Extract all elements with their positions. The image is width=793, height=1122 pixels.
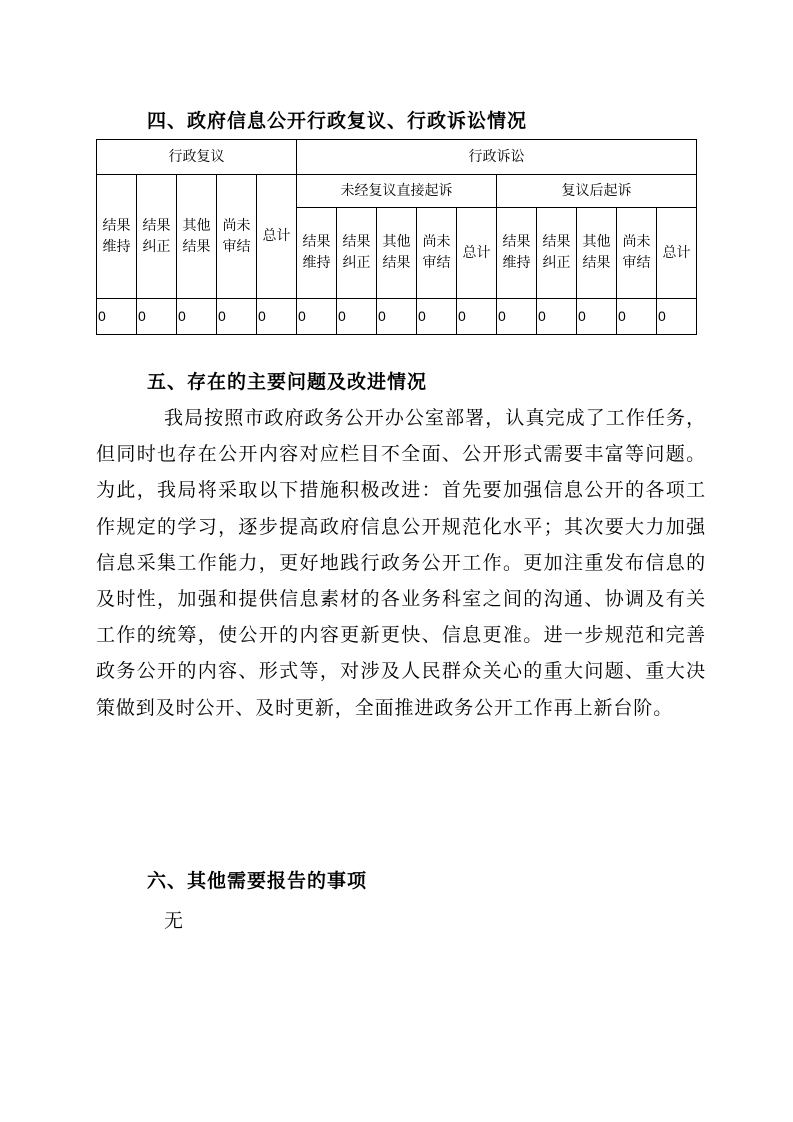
- table-cell: 0: [137, 299, 177, 335]
- table-cell: 0: [377, 299, 417, 335]
- after-review-suit-header: 复议后起诉: [497, 175, 697, 208]
- review-col-other: 其他结果: [177, 175, 217, 299]
- section-5-heading: 五、存在的主要问题及改进情况: [147, 371, 428, 393]
- table-cell: 0: [337, 299, 377, 335]
- table-cell: 0: [497, 299, 537, 335]
- table-cell: 0: [457, 299, 497, 335]
- review-col-total: 总计: [257, 175, 297, 299]
- section-6-heading: 六、其他需要报告的事项: [147, 870, 368, 892]
- after-col-total: 总计: [657, 208, 697, 299]
- table-cell: 0: [537, 299, 577, 335]
- direct-col-corrected: 结果纠正: [337, 208, 377, 299]
- table-row: [97, 299, 697, 335]
- direct-col-upheld: 结果维持: [297, 208, 337, 299]
- table-header-row-2: [97, 175, 697, 208]
- table-cell: 0: [217, 299, 257, 335]
- direct-col-pending: 尚未审结: [417, 208, 457, 299]
- table-cell: 0: [297, 299, 337, 335]
- review-col-pending: 尚未审结: [217, 175, 257, 299]
- after-col-other: 其他结果: [577, 208, 617, 299]
- review-col-corrected: 结果纠正: [137, 175, 177, 299]
- after-col-corrected: 结果纠正: [537, 208, 577, 299]
- table-cell: 0: [257, 299, 297, 335]
- review-litigation-table: [96, 139, 697, 335]
- admin-litigation-header: 行政诉讼: [297, 140, 697, 175]
- table-cell: 0: [617, 299, 657, 335]
- after-col-pending: 尚未审结: [617, 208, 657, 299]
- direct-col-total: 总计: [457, 208, 497, 299]
- table-cell: 0: [417, 299, 457, 335]
- table-cell: 0: [97, 299, 137, 335]
- table-cell: 0: [577, 299, 617, 335]
- review-col-upheld: 结果维持: [97, 175, 137, 299]
- admin-review-header: 行政复议: [97, 140, 297, 175]
- section-6-body: 无: [164, 910, 184, 932]
- direct-col-other: 其他结果: [377, 208, 417, 299]
- table-cell: 0: [657, 299, 697, 335]
- table-header-row-1: [97, 140, 697, 175]
- section-5-body: 我局按照市政府政务公开办公室部署，认真完成了工作任务，但同时也存在公开内容对应栏目不全面、公开形式需要丰富等问题。为此，我局将采取以下措施积极改进：首先要加强信息公开的各项工作规定的学习，逐步提高政府信息公开规范化水平；其次要大力加强信息采集工作能力，更好地践行政务公开工作。更加注重发布信息的及时性，加强和提供信息素材的各业务科室之间的沟通、协调及有关工作的统筹，使公开的内容更新更快、信息更准。进一步规范和完善政务公开的内容、形式等，对涉及人民群众关心的重大问题、重大决策做到及时公开、及时更新，全面推进政务公开工作再上新台阶。: [96, 407, 706, 719]
- section-4-heading: 四、政府信息公开行政复议、行政诉讼情况: [147, 110, 528, 132]
- table-cell: 0: [177, 299, 217, 335]
- after-col-upheld: 结果维持: [497, 208, 537, 299]
- direct-suit-header: 未经复议直接起诉: [297, 175, 497, 208]
